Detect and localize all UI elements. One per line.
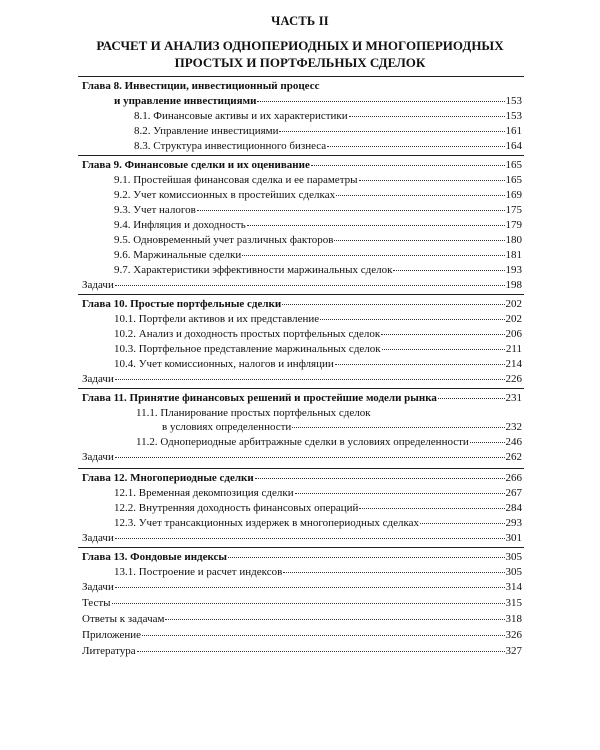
entry-title: Задачи [82,373,114,385]
page-number: 232 [505,421,522,433]
page-number: 318 [505,613,522,625]
entry-title: 10.2. Анализ и доходность простых портфельных сделок [114,328,381,340]
page-number: 165 [505,159,522,171]
entry-title: 10.1. Портфели активов и их представление [114,313,320,325]
toc-entry [114,501,522,515]
toc-entry [114,342,522,356]
entry-title: Глава 13. Фондовые индексы [82,551,228,563]
page-number: 169 [505,189,522,201]
toc-entry [114,173,522,187]
page-number: 246 [505,436,522,448]
page-number: 164 [505,140,522,152]
page-number: 327 [505,645,522,657]
chapter-8-title-cont: и управление инвестициями [114,95,257,107]
page-number: 262 [505,451,522,463]
page-number: 211 [505,343,522,355]
toc-entry [134,124,522,138]
entry-title: Задачи [82,451,114,463]
toc-entry [114,327,522,341]
toc-entry [134,139,522,153]
entry-title: 10.3. Портфельное представление маржинальных сделок [114,343,381,355]
page-number: 214 [505,358,522,370]
tests-entry [82,596,522,610]
entry-title-cont: в условиях определенности [162,421,292,433]
entry-title: Глава 11. Принятие финансовых решений и простейшие модели рынка [82,392,437,404]
page-number: 301 [505,532,522,544]
entry-title: 9.3. Учет налогов [114,204,196,216]
page-number: 206 [505,328,522,340]
tasks-entry [82,531,522,545]
toc-entry [114,263,522,277]
chapter-13-entry [82,550,522,564]
entry-title: Приложение [82,629,142,641]
divider [78,294,524,295]
tasks-entry [82,372,522,386]
chapter-9-entry [82,158,522,172]
page-number: 175 [505,204,522,216]
page-number: 180 [505,234,522,246]
entry-title: Глава 10. Простые портфельные сделки [82,298,282,310]
divider [78,547,524,548]
entry-title: 9.2. Учет комиссионных в простейших сделках [114,189,336,201]
entry-title: Тесты [82,597,111,609]
page-number: 305 [505,566,522,578]
entry-title: 9.1. Простейшая финансовая сделка и ее параметры [114,174,358,186]
toc-entry [114,312,522,326]
toc-entry [114,203,522,217]
toc-entry [114,486,522,500]
divider [78,388,524,389]
entry-title: Задачи [82,532,114,544]
toc-entry [114,188,522,202]
page-number: 153 [505,110,522,122]
page-number: 193 [505,264,522,276]
entry-title: 11.2. Однопериодные арбитражные сделки в условиях определенности [136,436,469,448]
divider [78,468,524,469]
tasks-entry [82,580,522,594]
page-number: 293 [505,517,522,529]
chapter-8-entry [114,94,522,108]
part-title-line-1: РАСЧЕТ И АНАЛИЗ ОДНОПЕРИОДНЫХ И МНОГОПЕРИОДНЫХ [96,38,504,53]
page-number: 326 [505,629,522,641]
toc-entry [114,565,522,579]
page-number: 161 [505,125,522,137]
divider [78,76,524,77]
entry-title: 9.4. Инфляция и доходность [114,219,246,231]
entry-title: 9.5. Одновременный учет различных факторов [114,234,334,246]
toc-entry [162,420,522,434]
entry-title: Литература [82,645,136,657]
chapter-8-title: Глава 8. Инвестиции, инвестиционный процесс [82,80,320,92]
entry-title: 11.1. Планирование простых портфельных сделок [136,407,371,419]
entry-title: 12.3. Учет трансакционных издержек в многопериодных сделках [114,517,419,529]
toc-entry [136,435,522,449]
page-number: 181 [505,249,522,261]
appendix-entry [82,628,522,642]
entry-title: 9.7. Характеристики эффективности маржинальных сделок [114,264,393,276]
chapter-11-entry [82,391,522,405]
entry-title: Задачи [82,581,114,593]
page-number: 305 [505,551,522,563]
page-number: 314 [505,581,522,593]
chapter-10-entry [82,297,522,311]
page-number: 198 [505,279,522,291]
page-number: 202 [505,298,522,310]
entry-title: Задачи [82,279,114,291]
page-number: 153 [505,95,522,107]
part-heading: ЧАСТЬ II [271,14,329,28]
part-title-line-2: ПРОСТЫХ И ПОРТФЕЛЬНЫХ СДЕЛОК [174,55,426,70]
tasks-entry [82,278,522,292]
entry-title: 9.6. Маржинальные сделки [114,249,242,261]
literature-entry [82,644,522,658]
answers-entry [82,612,522,626]
toc-entry [114,218,522,232]
entry-title: 12.2. Внутренняя доходность финансовых операций [114,502,359,514]
page-number: 165 [505,174,522,186]
page-number: 226 [505,373,522,385]
toc-entry [114,516,522,530]
entry-title: 13.1. Построение и расчет индексов [114,566,283,578]
entry-title: 8.3. Структура инвестиционного бизнеса [134,140,327,152]
page-number: 179 [505,219,522,231]
entry-title: 12.1. Временная декомпозиция сделки [114,487,294,499]
divider [78,155,524,156]
chapter-12-entry [82,471,522,485]
toc-entry [114,357,522,371]
page-number: 267 [505,487,522,499]
page-number: 284 [505,502,522,514]
entry-title: Глава 9. Финансовые сделки и их оценивание [82,159,310,171]
toc-entry [134,109,522,123]
page-number: 202 [505,313,522,325]
entry-title: Глава 12. Многопериодные сделки [82,472,254,484]
page-number: 231 [505,392,522,404]
entry-title: 10.4. Учет комиссионных, налогов и инфляции [114,358,334,370]
page-number: 266 [505,472,522,484]
page-number: 315 [505,597,522,609]
entry-title: 8.2. Управление инвестициями [134,125,279,137]
tasks-entry [82,450,522,464]
entry-title: 8.1. Финансовые активы и их характеристики [134,110,348,122]
toc-entry [114,248,522,262]
entry-title: Ответы к задачам [82,613,165,625]
toc-entry [114,233,522,247]
